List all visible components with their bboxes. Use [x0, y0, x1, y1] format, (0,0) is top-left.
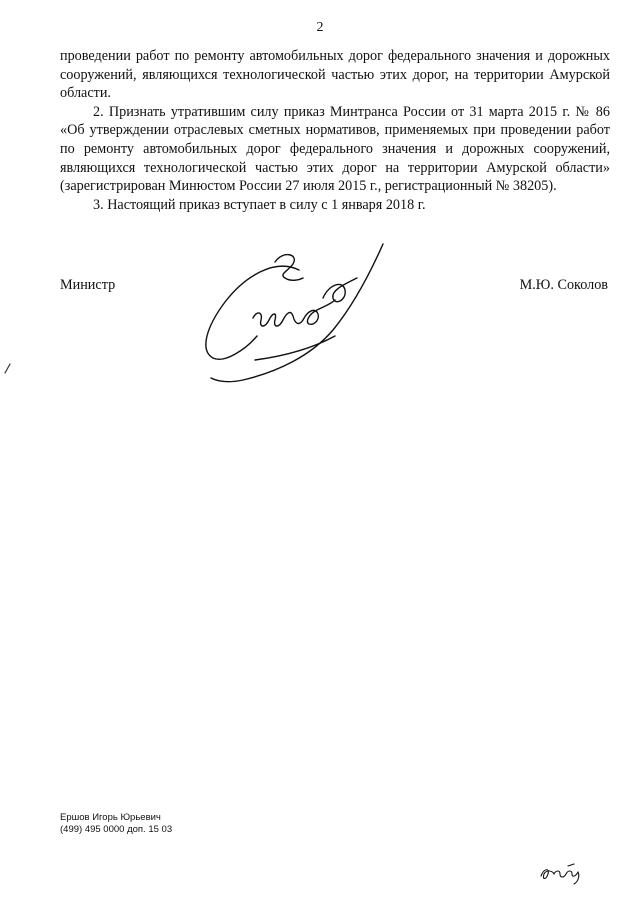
- page-number: 2: [316, 20, 324, 35]
- signer-name: М.Ю. Соколов: [519, 277, 608, 293]
- executor-phone: (499) 495 0000 доп. 15 03: [60, 824, 173, 835]
- paragraph-continuation: проведении работ по ремонту автомобильных дорог федерального значения и дорожных сооружений, являющихся технологической частью этих дорог, на территории Амурской области.: [60, 48, 610, 102]
- handwritten-initials: [538, 860, 584, 886]
- document-body: [60, 47, 610, 214]
- handwritten-signature: [195, 240, 385, 390]
- executor-info: [60, 812, 172, 836]
- paragraph-item-3: 3. Настоящий приказ вступает в силу с 1 января 2018 г.: [93, 196, 426, 213]
- paragraph-item-2: 2. Признать утратившим силу приказ Минтранса России от 31 марта 2015 г. № 86 «Об утверждении отраслевых сметных нормативов, применяемых при проведении работ по ремонту автомобильных дорог федерального значения и дорожных сооружений, являющихся технологической частью этих дорог на территории Амурской области» (зарегистрирован Минюстом России 27 июля 2015 г., регистрационный № 38205).: [60, 103, 610, 195]
- executor-name: Ершов Игорь Юрьевич: [60, 812, 161, 823]
- stray-pen-mark: [2, 362, 12, 376]
- signer-position: Министр: [60, 277, 116, 293]
